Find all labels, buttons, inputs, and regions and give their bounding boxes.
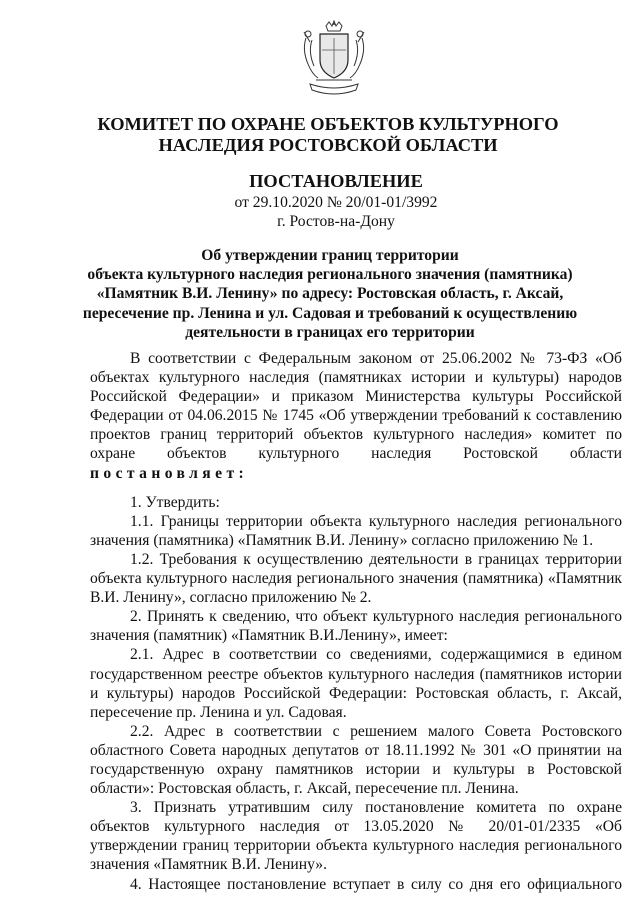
subject-line: пересечение пр. Ленина и ул. Садовая и требований к осуществлению xyxy=(82,304,578,322)
paragraph-1-1: 1.1. Границы территории объекта культурного наследия регионального значения (памятника) «Памятник В.И. Ленину» согласно приложению № 1. xyxy=(90,512,622,549)
preamble-paragraph: В соответствии с Федеральным законом от 25.06.2002 № 73-ФЗ «Об объектах культурного наследия (памятниках истории и культуры) народов Российской Федерации» и приказом Министерства культуры Российской Федерации от 04.06.2015 № 1745 «Об утверждении требований к составлению проектов границ территорий объектов культурного наследия» комитет по охране объектов культурного наследия Ростовской области xyxy=(90,350,622,463)
subject-line: Об утверждении границ территории xyxy=(201,247,459,264)
paragraph-2: 2. Принять к сведению, что объект культурного наследия регионального значения (памятник) «Памятник В.И.Ленину», имеет: xyxy=(90,608,622,645)
subject-line: «Памятник В.И. Ленину» по адресу: Ростовская область, г. Аксай, xyxy=(96,285,564,303)
city: г. Ростов-на-Дону xyxy=(277,213,395,230)
coat-of-arms-icon xyxy=(296,20,372,100)
decree-word-paragraph xyxy=(90,464,622,483)
paragraph-3: 3. Признать утратившим силу постановление комитета по охране объектов культурного наследия от 13.05.2020 № 20/01-01/2335 «Об утверждении границ территории объекта культурного наследия регионального значения «Памятник В.И. Ленину». xyxy=(90,799,622,874)
document-body xyxy=(90,349,622,894)
document-subject xyxy=(60,246,600,342)
paragraph-1: 1. Утвердить: xyxy=(130,493,220,511)
subject-line: деятельности в границах его территории xyxy=(185,323,475,341)
date-number: от 29.10.2020 № 20/01-01/3992 xyxy=(234,194,438,211)
document-meta xyxy=(0,193,640,231)
paragraph-2-1: 2.1. Адрес в соответствии со сведениями, содержащимися в едином государственном реестре объектов культурного наследия (памятников истории и культуры) народов Российской Федерации: Ростовская область, г. Аксай, пересечение пр. Ленина и ул. Садовая. xyxy=(90,646,622,721)
decree-word: постановляет: xyxy=(90,464,249,482)
organization-name xyxy=(0,114,640,156)
document-type: ПОСТАНОВЛЕНИЕ xyxy=(249,171,423,191)
paragraph-2-2: 2.2. Адрес в соответствии с решением малого Совета Ростовского областного Совета народных депутатов от 18.11.1992 № 301 «О принятии на государственную охрану памятников истории и культуры в Ростовской области»: Ростовская область, г. Аксай, пересечение пл. Ленина. xyxy=(90,722,622,798)
org-line-1: КОМИТЕТ ПО ОХРАНЕ ОБЪЕКТОВ КУЛЬТУРНОГО xyxy=(97,114,559,134)
paragraph-1-2: 1.2. Требования к осуществлению деятельности в границах территории объекта культурного наследия регионального значения (памятника) «Памятник В.И. Ленину», согласно приложению № 2. xyxy=(90,550,622,607)
org-line-2: НАСЛЕДИЯ РОСТОВСКОЙ ОБЛАСТИ xyxy=(158,135,498,155)
paragraph-4: 4. Настоящее постановление вступает в силу со дня его официального xyxy=(130,875,622,893)
subject-line: объекта культурного наследия регионального значения (памятника) xyxy=(87,266,573,284)
